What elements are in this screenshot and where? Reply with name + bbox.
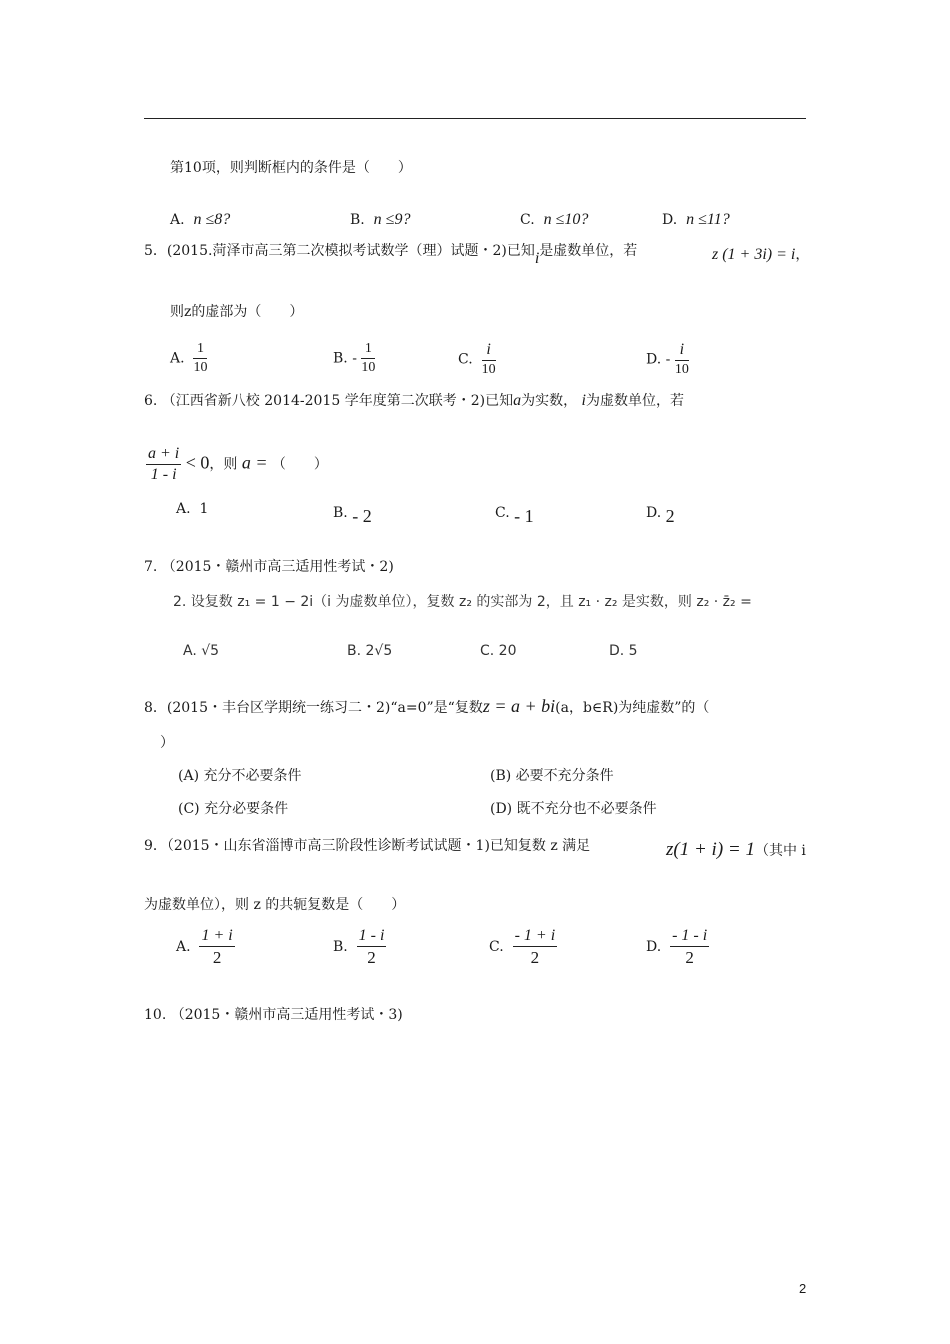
q4-option-d: D. n ≤11? bbox=[662, 211, 730, 228]
q9-equation: z(1 + i) = 1（其中 i bbox=[666, 839, 806, 860]
q8-option-b: (B) 必要不充分条件 bbox=[490, 768, 614, 784]
fraction: $\frac{1 + i}{2}$ bbox=[201, 927, 233, 967]
header-rule bbox=[144, 118, 806, 119]
q8-option-d: (D) 既不充分也不必要条件 bbox=[490, 801, 657, 817]
q5-line2: 则z的虚部为（ ） bbox=[170, 304, 304, 320]
fraction: $\frac{i}{10}$ bbox=[674, 341, 689, 377]
fraction: $\frac{1 - i}{2}$ bbox=[358, 927, 385, 967]
q9-option-b: B. $\frac{1 - i}{2}$ bbox=[333, 927, 385, 967]
q5-option-d: D. - $\frac{i}{10}$ bbox=[646, 341, 689, 377]
fraction: $\frac{1}{10}$ bbox=[193, 341, 208, 375]
q5-stem: 5．(2015.菏泽市高三第二次模拟考试数学（理）试题・2)已知i是虚数单位，若 bbox=[144, 243, 638, 267]
q7-option-d: D. 5 bbox=[609, 643, 638, 659]
fraction: $\frac{1}{10}$ bbox=[361, 341, 376, 375]
q7-scanned-stem: 2. 设复数 z₁ = 1 − 2i（i 为虚数单位），复数 z₂ 的实部为 2，且 z₁ · z₂ 是实数，则 z₂ · z̄₂ = bbox=[173, 594, 752, 610]
q9-option-c: C. $\frac{- 1 + i}{2}$ bbox=[489, 927, 556, 967]
fraction: $\frac{a + i}{1 - i}$ bbox=[148, 445, 180, 483]
page-number: 2 bbox=[799, 1281, 807, 1296]
q7-option-b: B. 2√5 bbox=[347, 643, 393, 659]
q6-option-b: B. - 2 bbox=[333, 505, 372, 526]
q6-stem: 6. （江西省新八校 2014-2015 学年度第二次联考・2)已知a为实数， i为虚数单位，若 bbox=[144, 392, 684, 409]
q5-equation: z (1 + 3i) = i， bbox=[712, 246, 810, 263]
q7-option-a: A. √5 bbox=[183, 643, 220, 659]
q5-option-c: C. $\frac{i}{10}$ bbox=[458, 341, 496, 377]
q9-option-a: A. $\frac{1 + i}{2}$ bbox=[176, 927, 233, 967]
q6-option-a: A. 1 bbox=[176, 501, 209, 517]
q4-option-b: B. n ≤9? bbox=[350, 211, 411, 228]
q6-option-c: C. - 1 bbox=[495, 505, 534, 526]
q7-header: 7. （2015・赣州市高三适用性考试・2) bbox=[144, 559, 394, 575]
q4-option-c: C. n ≤10? bbox=[520, 211, 589, 228]
q9-stem: 9．（2015・山东省淄博市高三阶段性诊断考试试题・1)已知复数 z 满足 bbox=[144, 838, 591, 854]
q5-option-a: A. $\frac{1}{10}$ bbox=[170, 341, 208, 375]
q6-option-d: D. 2 bbox=[646, 505, 675, 526]
q9-line2: 为虚数单位），则 z 的共轭复数是（ ） bbox=[144, 897, 406, 913]
q10-header: 10. （2015・赣州市高三适用性考试・3) bbox=[144, 1007, 403, 1023]
q8-option-c: (C) 充分必要条件 bbox=[178, 801, 289, 817]
q8-option-a: (A) 充分不必要条件 bbox=[178, 768, 302, 784]
q9-option-d: D. $\frac{- 1 - i}{2}$ bbox=[646, 927, 708, 967]
fraction: $\frac{- 1 - i}{2}$ bbox=[672, 927, 708, 967]
q8-line2: ） bbox=[160, 735, 174, 751]
fraction: $\frac{- 1 + i}{2}$ bbox=[514, 927, 556, 967]
q8-stem: 8．(2015・丰台区学期统一练习二・2)“a=0”是“复数z = a + bi(a，b∈R)为纯虚数”的（ bbox=[144, 696, 710, 716]
q6-condition: $\frac{a + i}{1 - i}$ < 0，则 a = （ ） bbox=[148, 445, 328, 483]
q7-option-c: C. 20 bbox=[480, 643, 517, 659]
q5-option-b: B. - $\frac{1}{10}$ bbox=[333, 341, 376, 375]
fraction: $\frac{i}{10}$ bbox=[481, 341, 496, 377]
q4-option-a: A. n ≤8? bbox=[170, 211, 231, 228]
q4-tail: 第10项，则判断框内的条件是（ ） bbox=[170, 160, 412, 176]
